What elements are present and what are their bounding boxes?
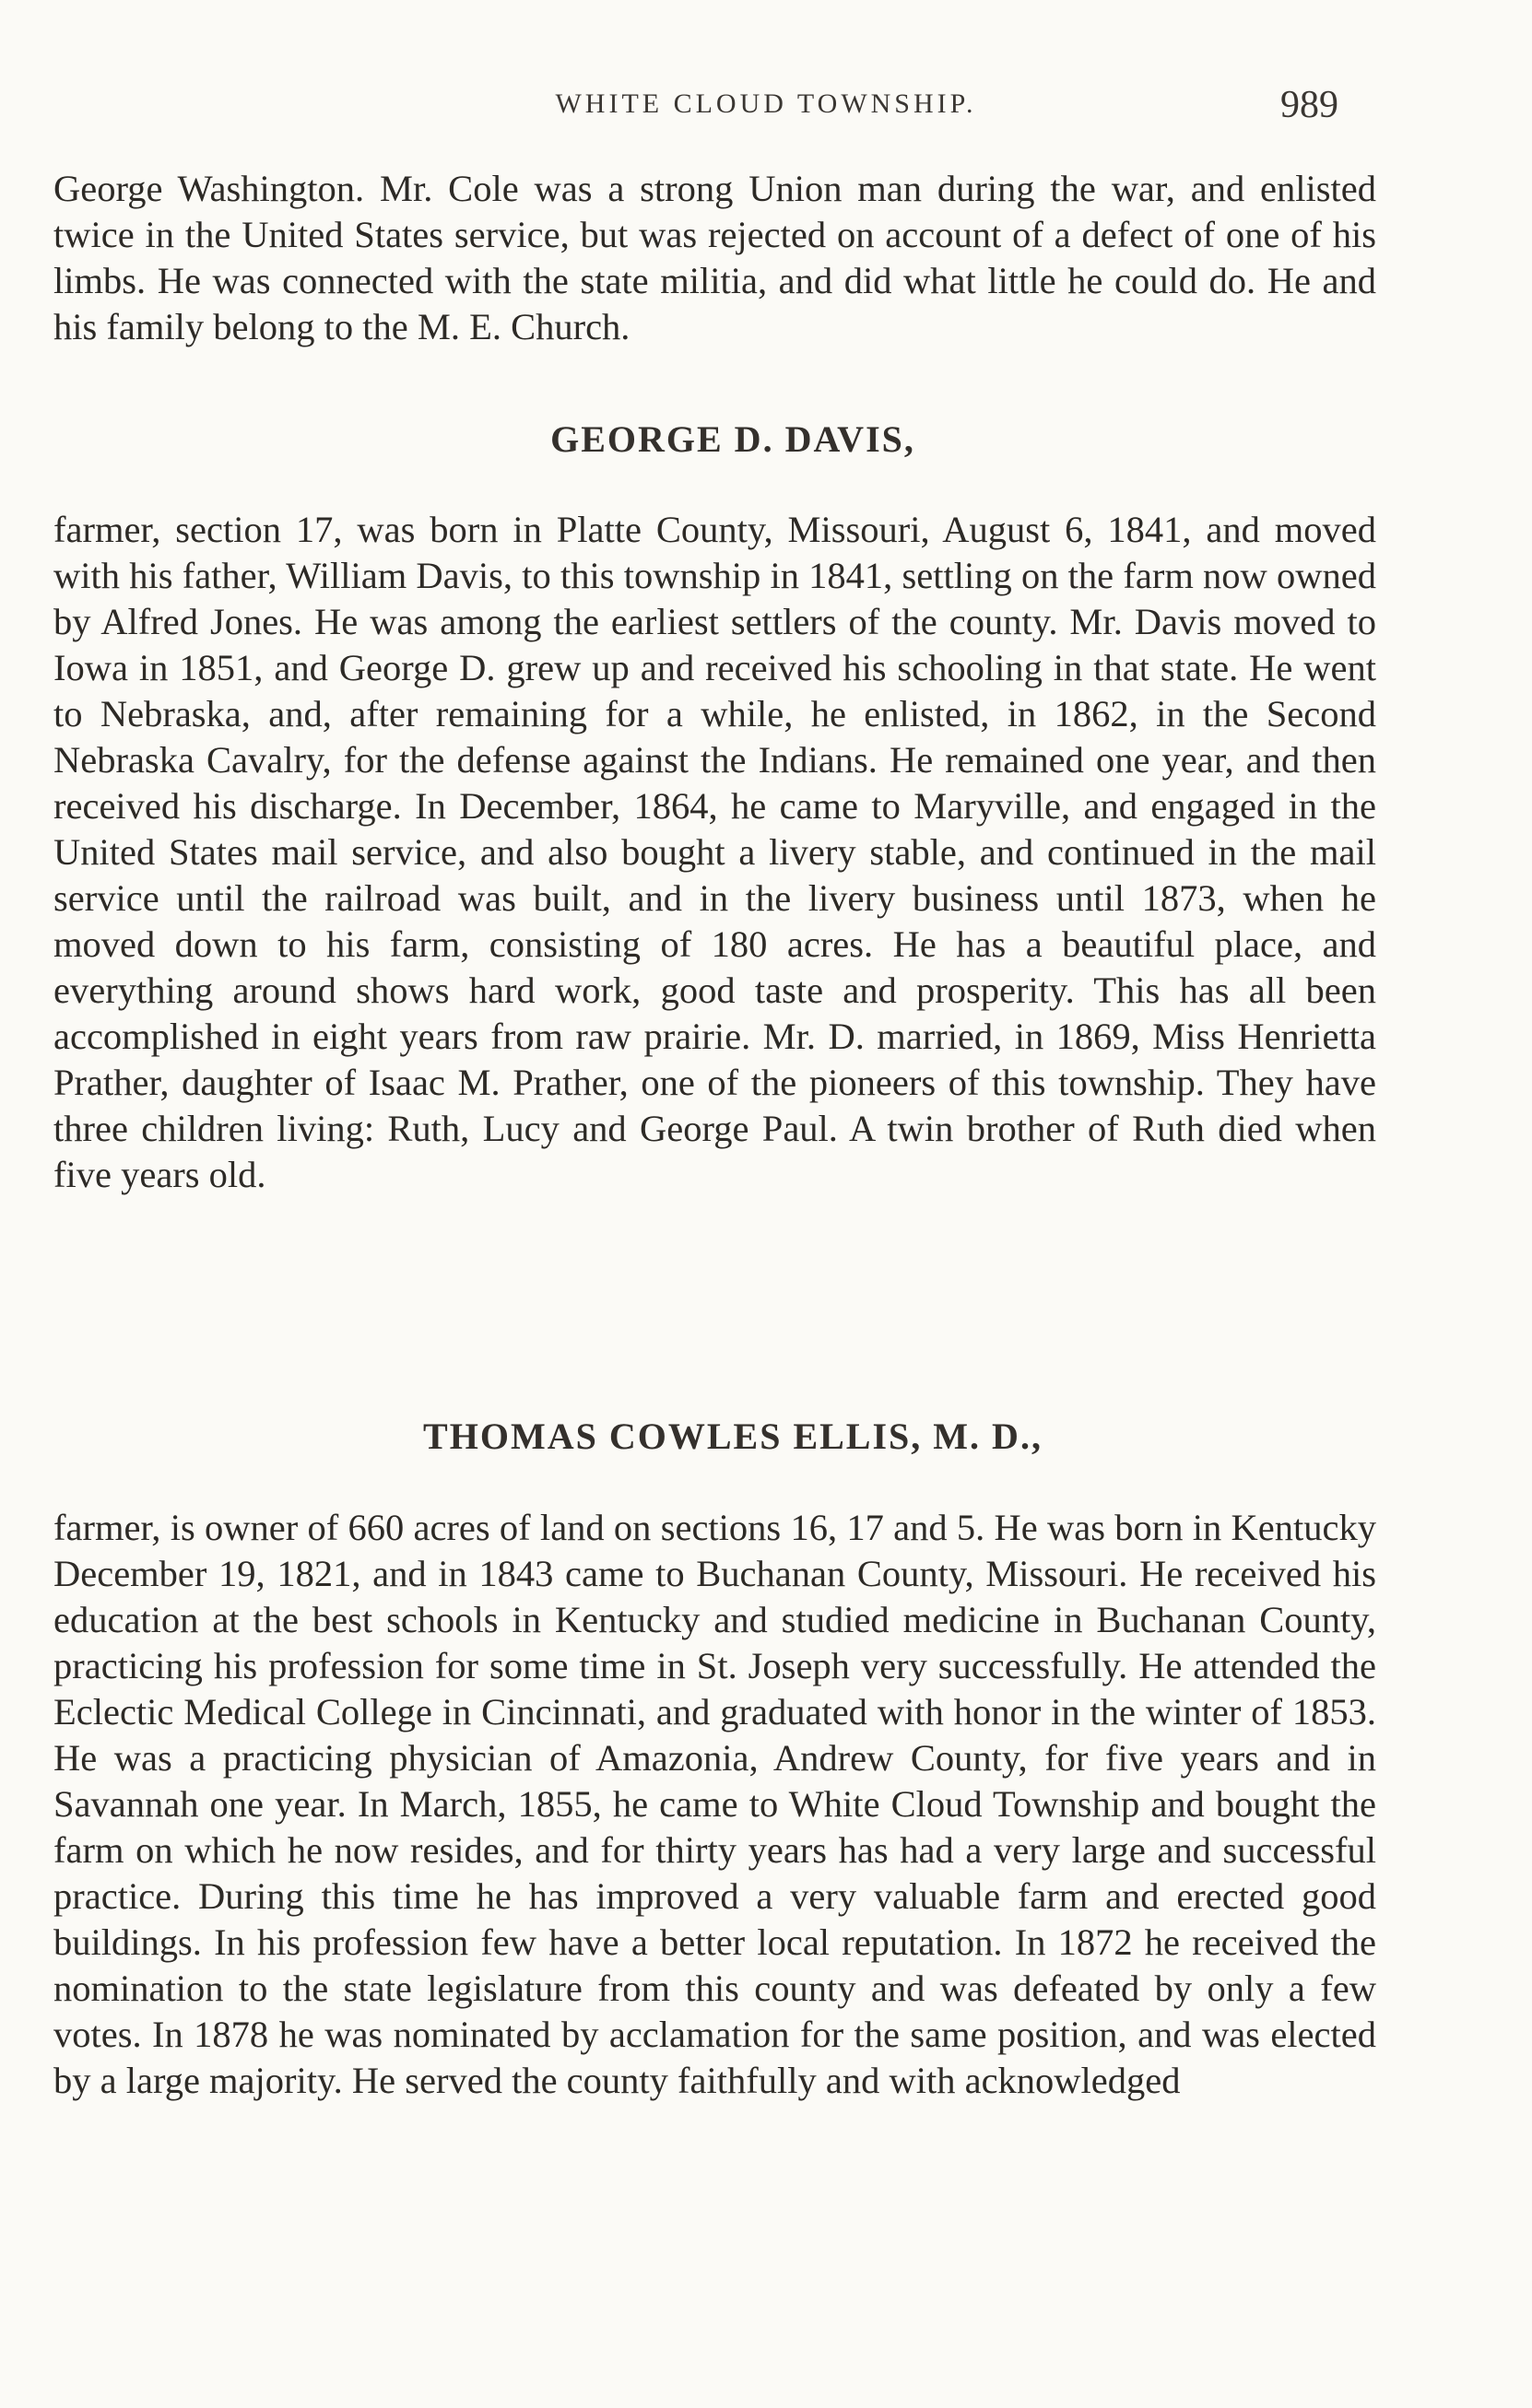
ellis-paragraph: farmer, is owner of 660 acres of land on sections 16, 17 and 5. He was born in Kentucky December 19, 1821, and in 1843 came to Buchanan County, Missouri. He received his education at the best schools in Kentucky and studied medicine in Buchanan County, practicing his profession for some time in St. Joseph very successfully. He attended the Eclectic Medical College in Cincinnati, and graduated with honor in the winter of 1853. He was a practicing physician of Amazonia, Andrew County, for five years and in Savannah one year. In March, 1855, he came to White Cloud Township and bought the farm on which he now resides, and for thirty years has had a very large and successful practice. During this time he has improved a very valuable farm and erected good buildings. In his profession few have a better local reputation. In 1872 he received the nomination to the state legislature from this county and was defeated by only a few votes. In 1878 he was nominated by acclamation for the same position, and was elected by a large majority. He served the county faithfully and with acknowledged bbox=[53, 1507, 1376, 2101]
running-head bbox=[55, 84, 1477, 135]
ellis-heading: THOMAS COWLES ELLIS, M. D., bbox=[423, 1415, 1043, 1457]
page-number: 989 bbox=[1280, 84, 1338, 126]
davis-heading: GEORGE D. DAVIS, bbox=[550, 418, 915, 460]
davis-paragraph: farmer, section 17, was born in Platte County, Missouri, August 6, 1841, and moved with his father, William Davis, to this township in 1841, settling on the farm now owned by Alfred Jones. He was among the earliest settlers of the county. Mr. Davis moved to Iowa in 1851, and George D. grew up and received his schooling in that state. He went to Nebraska, and, after remaining for a while, he enlisted, in 1862, in the Second Nebraska Cavalry, for the defense against the Indians. He remained one year, and then received his discharge. In December, 1864, he came to Maryville, and engaged in the United States mail service, and also bought a livery stable, and continued in the mail service until the railroad was built, and in the livery business until 1873, when he moved down to his farm, consisting of 180 acres. He has a beautiful place, and everything around shows hard work, good taste and prosperity. This has all been accomplished in eight years from raw prairie. Mr. D. married, in 1869, Miss Henrietta Prather, daughter of Isaac M. Prather, one of the pioneers of this township. They have three children living: Ruth, Lucy and George Paul. A twin brother of Ruth died when five years old. bbox=[53, 509, 1376, 1195]
intro-paragraph: George Washington. Mr. Cole was a strong Union man during the war, and enlisted twice in the United States service, but was rejected on account of a defect of one of his limbs. He was connected with the state militia, and did what little he could do. He and his family belong to the M. E. Church. bbox=[53, 168, 1376, 347]
running-title: WHITE CLOUD TOWNSHIP. bbox=[555, 88, 977, 119]
